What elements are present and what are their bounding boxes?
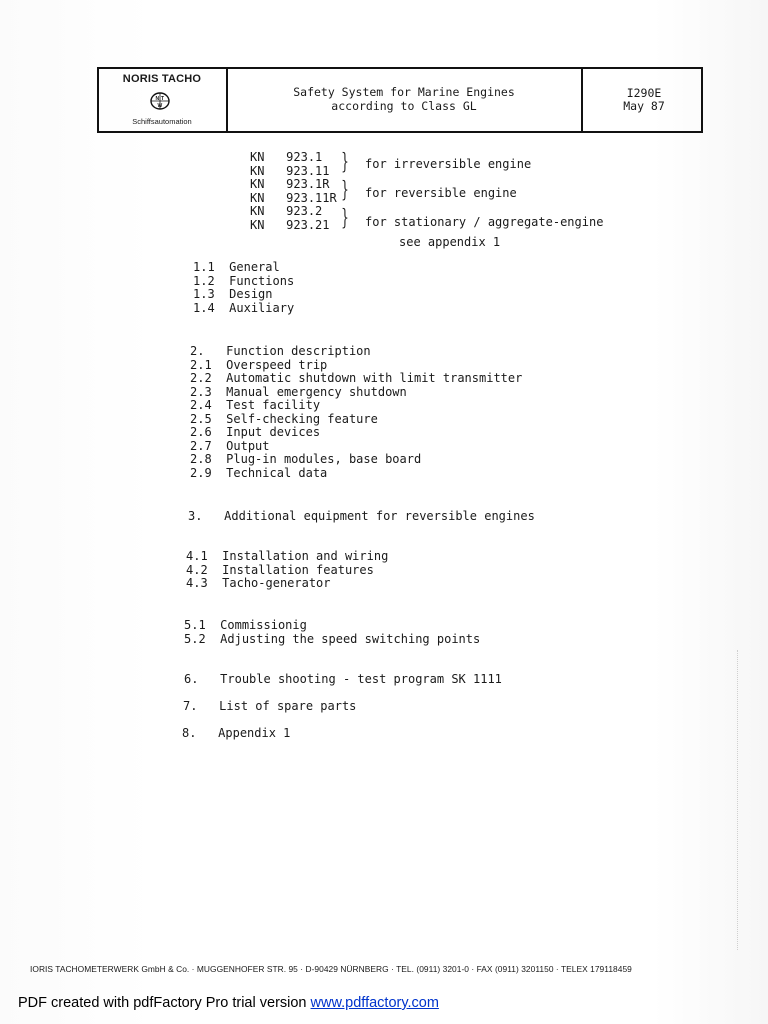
toc-item: 2.2 Automatic shutdown with limit transmitter bbox=[190, 371, 523, 385]
see-appendix-note: see appendix 1 bbox=[399, 235, 501, 249]
brand-name: NORIS TACHO bbox=[122, 73, 202, 85]
svg-text:W: W bbox=[157, 103, 163, 109]
model-row: KN 923.1 bbox=[250, 150, 323, 164]
toc-item: 2.6 Input devices bbox=[190, 425, 321, 439]
document-title bbox=[234, 85, 574, 113]
brand-subtitle: Schiffsautomation bbox=[132, 117, 192, 126]
scan-artifact bbox=[737, 650, 739, 950]
model-list bbox=[250, 151, 337, 232]
header-divider bbox=[226, 69, 228, 131]
document-date: May 87 bbox=[623, 99, 665, 113]
toc-group bbox=[182, 727, 290, 741]
document-id-block bbox=[589, 87, 699, 113]
model-row: KN 923.11 bbox=[250, 163, 330, 178]
toc-group bbox=[183, 700, 356, 714]
toc-group bbox=[190, 345, 522, 480]
model-group-label: for stationary / aggregate-engine bbox=[365, 215, 604, 229]
toc-item: 5.2 Adjusting the speed switching points bbox=[184, 631, 481, 646]
toc-item: 5.1 Commissionig bbox=[184, 618, 307, 632]
pdf-creator-text: PDF created with pdfFactory Pro trial version bbox=[18, 995, 311, 1011]
toc-item: 2.9 Technical data bbox=[190, 465, 328, 480]
document-id: I290E bbox=[626, 86, 662, 100]
header-divider bbox=[581, 69, 583, 131]
toc-item: 4.2 Installation features bbox=[186, 562, 374, 577]
model-row: KN 923.1R bbox=[250, 177, 330, 191]
toc-item: 2.1 Overspeed trip bbox=[190, 357, 328, 372]
toc-item: 2.4 Test facility bbox=[190, 398, 321, 412]
toc-item: 1.4 Auxiliary bbox=[193, 300, 295, 315]
toc-item: 8. Appendix 1 bbox=[182, 726, 291, 740]
model-group-label: for reversible engine bbox=[365, 186, 517, 200]
company-logo-icon bbox=[150, 91, 170, 111]
toc-item: 2.8 Plug-in modules, base board bbox=[190, 452, 422, 466]
svg-text:N: N bbox=[155, 96, 160, 102]
toc-item: 1.2 Functions bbox=[193, 273, 295, 288]
toc-item: 2. Function description bbox=[190, 344, 371, 358]
toc-item: 2.3 Manual emergency shutdown bbox=[190, 384, 407, 399]
toc-item: 1.1 General bbox=[193, 260, 280, 274]
title-line-2: according to Class GL bbox=[331, 99, 477, 113]
toc-item: 4.3 Tacho-generator bbox=[186, 576, 331, 590]
model-group-label: for irreversible engine bbox=[365, 157, 532, 171]
model-row: KN 923.21 bbox=[250, 217, 330, 232]
header-box bbox=[97, 67, 703, 133]
brace-icon: } bbox=[341, 206, 349, 231]
pdffactory-link[interactable]: www.pdffactory.com bbox=[310, 995, 439, 1011]
toc-item: 1.3 Design bbox=[193, 287, 273, 301]
model-row: KN 923.2 bbox=[250, 204, 323, 218]
toc-item: 2.5 Self-checking feature bbox=[190, 411, 378, 426]
toc-group bbox=[188, 510, 535, 524]
toc-group bbox=[193, 261, 294, 315]
toc-group bbox=[186, 550, 388, 591]
svg-text:T: T bbox=[161, 96, 165, 102]
pdf-creator-note bbox=[18, 995, 439, 1011]
brace-icon: } bbox=[341, 150, 349, 175]
toc-item: 3. Additional equipment for reversible engines bbox=[188, 509, 535, 523]
toc-item: 2.7 Output bbox=[190, 438, 270, 453]
title-line-1: Safety System for Marine Engines bbox=[293, 85, 515, 99]
toc-group bbox=[184, 619, 480, 646]
brace-icon: } bbox=[341, 178, 349, 203]
model-row: KN 923.11R bbox=[250, 190, 337, 205]
toc-item: 4.1 Installation and wiring bbox=[186, 549, 389, 563]
toc-item: 6. Trouble shooting - test program SK 1111 bbox=[184, 672, 502, 686]
toc-item: 7. List of spare parts bbox=[183, 699, 357, 713]
toc-group bbox=[184, 673, 502, 687]
company-footer: IORIS TACHOMETERWERK GmbH & Co. · MUGGENHOFER STR. 95 · D-90429 NÜRNBERG · TEL. (0911) 3201-0 · FAX (0911) 3201150 · TELEX 179118459 bbox=[30, 964, 632, 974]
